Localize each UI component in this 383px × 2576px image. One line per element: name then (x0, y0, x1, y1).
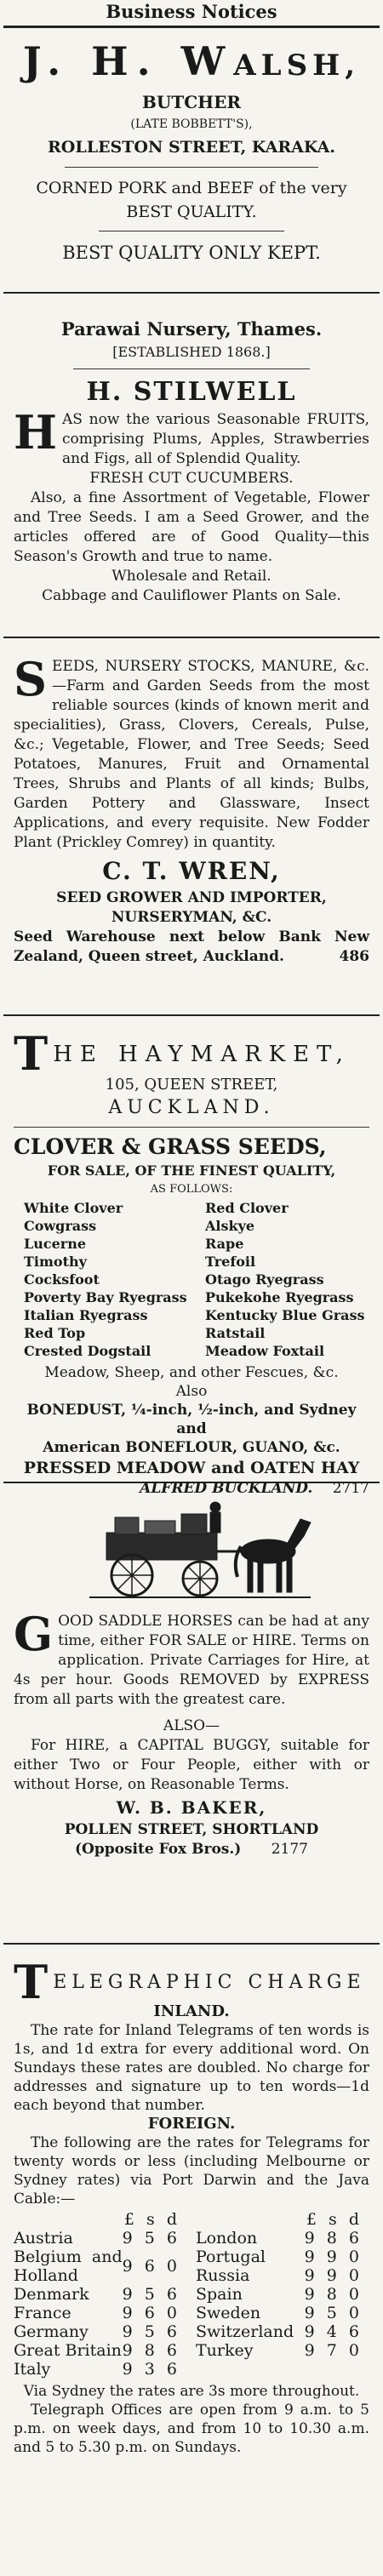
rate-value: 9 9 0 (304, 2266, 363, 2285)
wren-address-line (14, 928, 369, 967)
walsh-line1: CORNED PORK and BEEF of the very (36, 179, 347, 197)
stilwell-cabbage: Cabbage and Cauliflower Plants on Sale. (42, 587, 341, 604)
wren-title1: SEED GROWER AND IMPORTER, (56, 889, 327, 906)
haymarket-heading: CLOVER & GRASS SEEDS, (14, 1134, 327, 1159)
wren-number: 486 (339, 948, 369, 965)
telegraph-foreign-body: The following are the rates for Telegrams for twenty words or less (including Melbourne or Sydney rates) via Port Darwin and the Java Cable:— (14, 2134, 369, 2208)
walsh-line3: BEST QUALITY ONLY KEPT. (62, 243, 321, 263)
rate-value: 9 3 6 (122, 2360, 180, 2379)
stilwell-established: [ESTABLISHED 1868.] (112, 344, 271, 360)
baker-body (14, 1607, 369, 1710)
stilwell-body2: Also, a fine Assortment of Vegetable, Flower and Tree Seeds. I am a Seed Grower, and the articles offered are of Good Quality—this Season's Growth and true to name. (14, 489, 369, 565)
seed-list-right (205, 1199, 369, 1360)
haymarket-city: AUCKLAND. (108, 1097, 275, 1118)
seed-item: Trefoil (205, 1254, 256, 1270)
telegraph-title-row (14, 1955, 369, 2009)
rate-value: 9 8 6 (304, 2229, 363, 2248)
rate-value: 9 5 6 (122, 2229, 180, 2248)
telegraph-inland: INLAND. (153, 2002, 230, 2020)
currency-row (196, 2210, 369, 2229)
seed-item: Pukekohe Ryegrass (205, 1289, 354, 1305)
rate-country: Turkey (196, 2341, 254, 2360)
rates-left-body (14, 2229, 187, 2379)
baker-opposite: (Opposite Fox Bros.) (75, 1841, 242, 1858)
telegraph-dropcap: T (14, 1955, 49, 2009)
baker-body1: OOD SADDLE HORSES can be had at any time, either FOR SALE or HIRE. Terms on application. Private Carriages for Hire, at 4s per hour. Goods REMOVED by EXPRESS from all parts with the greatest care. (14, 1613, 369, 1708)
telegraph-notice (0, 1945, 383, 2456)
rate-value: 9 4 6 (304, 2322, 363, 2341)
seed-item: Crested Dogstail (24, 1343, 151, 1359)
currency-header: £ s d (306, 2210, 363, 2229)
rate-value: 9 5 6 (122, 2322, 180, 2341)
walsh-line2: BEST QUALITY. (126, 203, 257, 221)
walsh-address: ROLLESTON STREET, KARAKA. (48, 138, 335, 157)
rate-row (196, 2341, 369, 2360)
seed-item: Cocksfoot (24, 1271, 100, 1288)
telegraph-rates (14, 2210, 369, 2379)
haymarket-advertisement (0, 1016, 383, 1497)
stilwell-body (14, 405, 369, 469)
section-header (0, 0, 383, 26)
haymarket-seed-list (14, 1199, 369, 1360)
rate-country: Russia (196, 2266, 250, 2285)
haymarket-bonedust2: American BONEFLOUR, GUANO, &c. (43, 1439, 340, 1456)
wren-dropcap: S (14, 652, 47, 706)
haymarket-meadow: Meadow, Sheep, and other Fescues, &c. (44, 1364, 339, 1381)
seed-item: Timothy (24, 1254, 87, 1270)
rate-country: Austria (14, 2229, 73, 2248)
baker-opposite-row (14, 1840, 369, 1859)
rate-country: Sweden (196, 2304, 261, 2322)
divider (14, 1127, 369, 1128)
rate-row (196, 2285, 369, 2304)
seed-item: Red Clover (205, 1200, 289, 1216)
baker-street: POLLEN STREET, SHORTLAND (64, 1821, 319, 1838)
rate-value: 9 9 0 (304, 2248, 363, 2266)
wren-address: Seed Warehouse next below Bank New Zealand, Queen street, Auckland. (14, 928, 369, 965)
rate-row (14, 2285, 187, 2304)
section-title: Business Notices (106, 1, 277, 22)
stilwell-wholesale: Wholesale and Retail. (111, 568, 272, 585)
haymarket-bonedust1: BONEDUST, ¼-inch, ½-inch, and Sydney and (26, 1402, 357, 1437)
seed-item: White Clover (24, 1200, 123, 1216)
telegraph-offices: Telegraph Offices are open from 9 a.m. to 5 p.m. on week days, and from 10 to 10.30 a.m. and 5 to 5.30 p.m. on Sundays. (14, 2402, 369, 2456)
seed-item: Ratstail (205, 1325, 266, 1341)
haymarket-sub: FOR SALE, OF THE FINEST QUALITY, (47, 1162, 336, 1179)
rates-left-table (14, 2210, 187, 2379)
rate-country: Belgium and Holland (14, 2248, 123, 2285)
rate-country: London (196, 2229, 258, 2248)
rate-country: Germany (14, 2322, 89, 2341)
rate-value: 9 7 0 (304, 2341, 363, 2360)
haymarket-also: Also (175, 1383, 208, 1400)
haymarket-title-row (14, 1026, 369, 1081)
haymarket-street: 105, QUEEN STREET, (105, 1076, 278, 1094)
rate-row (196, 2248, 369, 2266)
seed-item: Lucerne (24, 1236, 87, 1252)
walsh-late: (LATE BOBBETT'S), (130, 117, 253, 131)
rate-value: 9 5 6 (122, 2285, 180, 2304)
rate-value: 9 6 0 (122, 2257, 180, 2276)
telegraph-foreign: FOREIGN. (147, 2115, 236, 2133)
walsh-name-prefix: J. H. W (22, 38, 234, 84)
rates-right-table (196, 2210, 369, 2360)
seed-item: Red Top (24, 1325, 86, 1341)
carriage-illustration (14, 1492, 369, 1607)
seed-item: Poverty Bay Ryegrass (24, 1289, 187, 1305)
stilwell-name: H. STILWELL (86, 377, 297, 407)
rate-row (14, 2322, 187, 2341)
rate-row (14, 2304, 187, 2322)
rate-row (196, 2229, 369, 2248)
stilwell-body1: AS now the various Seasonable FRUITS, comprising Plums, Apples, Strawberries and Figs, all of Splendid Quality. (62, 411, 369, 467)
rate-country: France (14, 2304, 71, 2322)
baker-also: ALSO— (163, 1717, 220, 1734)
rate-row (14, 2360, 187, 2379)
walsh-trade: BUTCHER (142, 92, 241, 112)
seed-item: Otago Ryegrass (205, 1271, 324, 1288)
rates-right-body (196, 2229, 369, 2360)
divider (73, 368, 310, 369)
seed-item: Meadow Foxtail (205, 1343, 325, 1359)
baker-dropcap: G (14, 1607, 54, 1661)
rate-value: 9 6 0 (122, 2304, 180, 2322)
haymarket-title: HE HAYMARKET, (53, 1042, 351, 1067)
currency-header: £ s d (123, 2210, 180, 2229)
rate-country: Great Britain (14, 2341, 122, 2360)
rates-left-column (14, 2210, 187, 2379)
seed-item: Alskye (205, 1218, 255, 1234)
rate-country: Denmark (14, 2285, 89, 2304)
currency-row (14, 2210, 187, 2229)
rate-row (14, 2341, 187, 2360)
telegraph-via-sydney: Via Sydney the rates are 3s more throughout. (23, 2383, 360, 2400)
wren-advertisement (0, 638, 383, 1014)
stilwell-nursery: Parawai Nursery, Thames. (60, 318, 323, 340)
seed-item: Rape (205, 1236, 244, 1252)
haymarket-as-follows: AS FOLLOWS: (150, 1183, 233, 1196)
walsh-advertisement (0, 28, 383, 292)
rate-country: Italy (14, 2360, 51, 2379)
rate-row (196, 2322, 369, 2341)
haymarket-dropcap: T (14, 1026, 49, 1081)
baker-body2: For HIRE, a CAPITAL BUGGY, suitable for either Two or Four People, either with or without Horse, on Reasonable Terms. (14, 1737, 369, 1793)
walsh-name (14, 37, 369, 90)
wren-body-text: EEDS, NURSERY STOCKS, MANURE, &c.—Farm and Garden Seeds from the most reliable sources (kinds of known merit and specialities), Grass, Clovers, Cereals, Pulse, &c.; Vegetable, Flower, and Tree Seeds; Seed Potatoes, Manures, Fruit and Ornamental Trees, Shrubs and Plants of all kinds; Bulbs, Garden Pottery and Glassware, Insect Applications, and every requisite. New Fodder Plant (Prickley Comrey) in quantity. (14, 658, 369, 851)
rate-value: 9 8 0 (304, 2285, 363, 2304)
seed-item: Cowgrass (24, 1218, 97, 1234)
rate-row (14, 2248, 187, 2285)
haymarket-signed: ALFRED BUCKLAND. (140, 1480, 313, 1497)
rate-value: 9 8 6 (122, 2341, 180, 2360)
rate-country: Portugal (196, 2248, 266, 2266)
haymarket-number: 2717 (332, 1480, 369, 1497)
rate-value: 9 5 0 (304, 2304, 363, 2322)
baker-number: 2177 (271, 1841, 308, 1858)
wren-name: C. T. WREN, (102, 857, 281, 885)
haymarket-pressed: PRESSED MEADOW and OATEN HAY (23, 1459, 360, 1477)
stilwell-cucumbers: FRESH CUT CUCUMBERS. (89, 470, 294, 487)
rate-row (196, 2304, 369, 2322)
telegraph-inland-body: The rate for Inland Telegrams of ten words is 1s, and 1d extra for every additional word. On Sundays these rates are doubled. No charge for addresses and signature up to ten words—1d each beyond that number. (14, 2022, 369, 2114)
seed-item: Kentucky Blue Grass (205, 1307, 365, 1323)
walsh-name-suffix: ALSH, (233, 49, 361, 83)
wren-title2: NURSERYMAN, &C. (111, 909, 272, 926)
rate-row (196, 2266, 369, 2285)
rate-country: Switzerland (196, 2322, 294, 2341)
baker-name: W. B. BAKER, (116, 1797, 267, 1818)
baker-advertisement (0, 1483, 383, 1943)
stilwell-advertisement (0, 294, 383, 637)
telegraph-title: ELEGRAPHIC CHARGE (53, 1972, 366, 1993)
seed-list-left (24, 1199, 188, 1360)
rates-right-column (196, 2210, 369, 2379)
wren-body (14, 652, 369, 853)
seed-item: Italian Ryegrass (24, 1307, 148, 1323)
rate-country: Spain (196, 2285, 243, 2304)
stilwell-dropcap: H (14, 405, 58, 460)
horse-carriage-illustration (64, 1492, 319, 1607)
rate-row (14, 2229, 187, 2248)
divider (65, 167, 318, 168)
